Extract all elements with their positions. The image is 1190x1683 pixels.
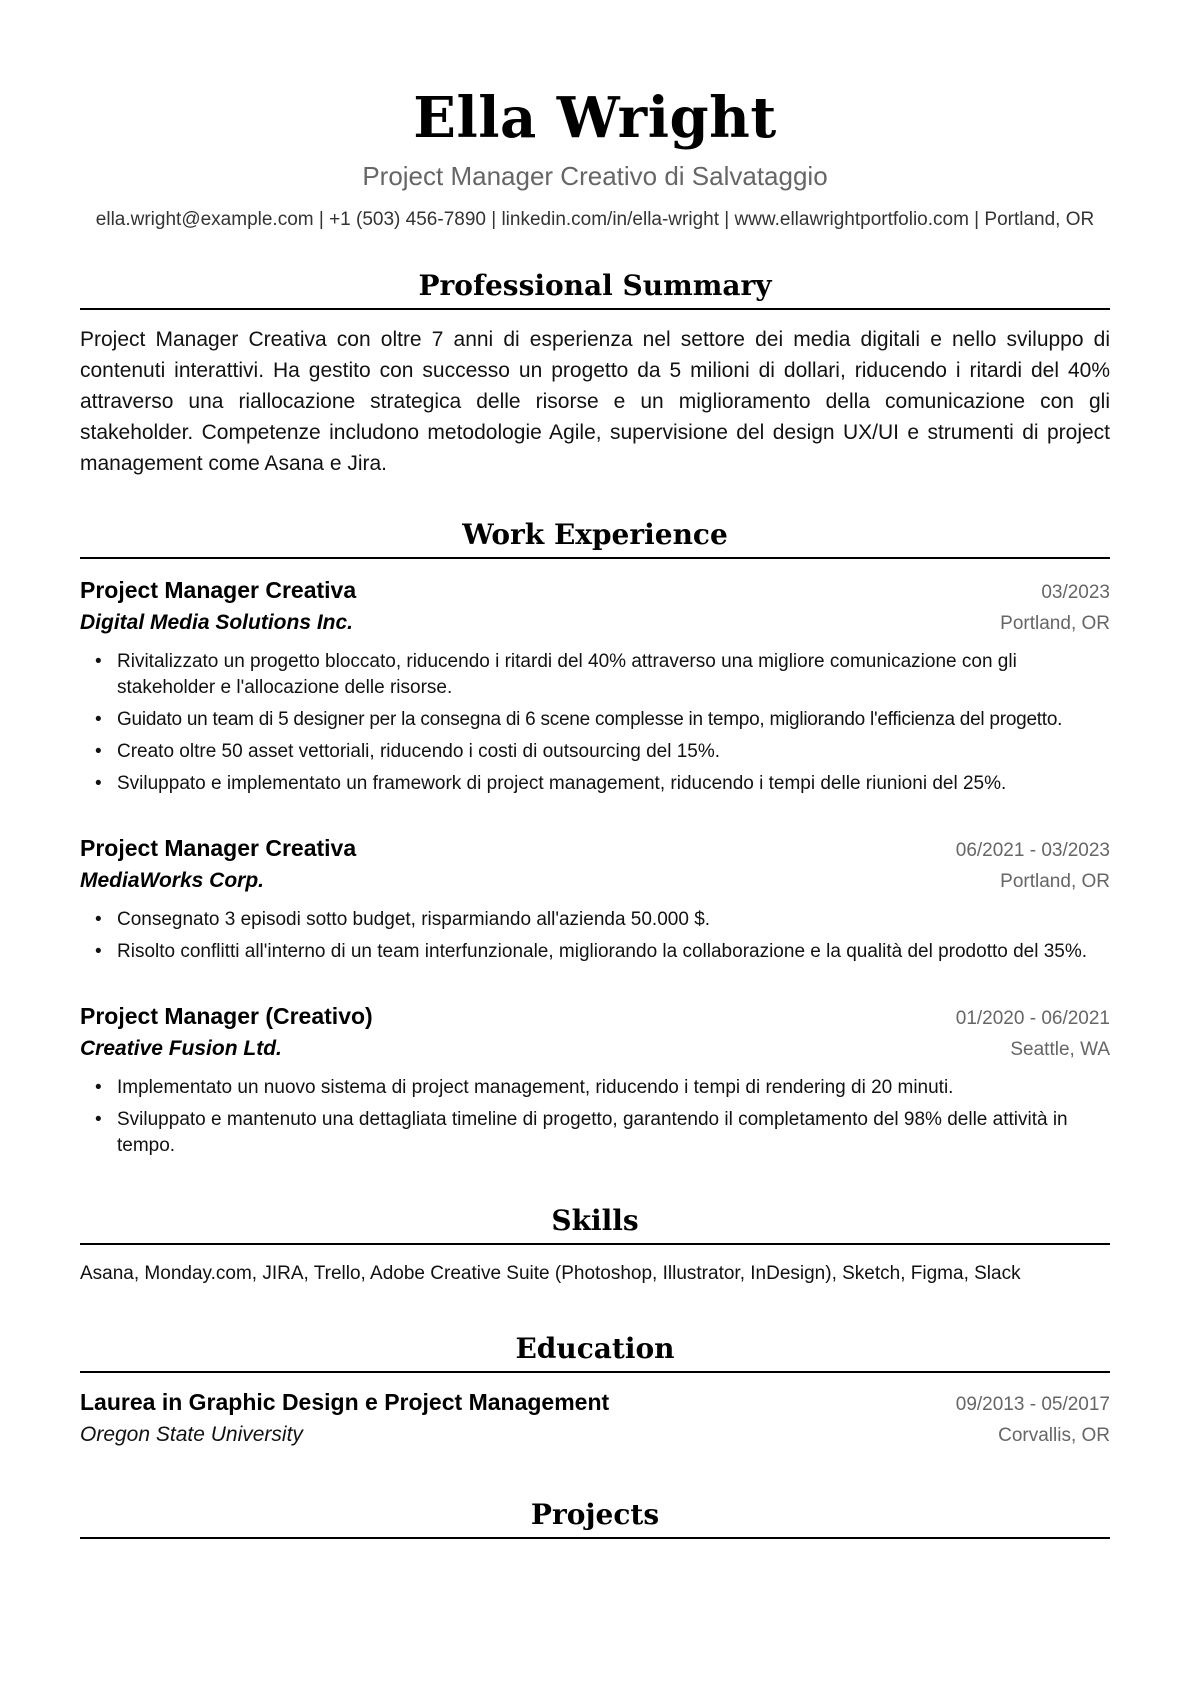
education-school: Oregon State University bbox=[80, 1423, 303, 1446]
job-title-row bbox=[80, 833, 1110, 866]
job-title-row bbox=[80, 575, 1110, 608]
job-title: Project Manager Creativa bbox=[80, 835, 357, 861]
job-bullet: • Creato oltre 50 asset vettoriali, riducendo i costi di outsourcing del 15%. bbox=[80, 739, 1110, 765]
education-section bbox=[80, 1331, 1110, 1451]
education-location: Corvallis, OR bbox=[998, 1425, 1110, 1446]
job-entry bbox=[80, 833, 1110, 965]
skills-section bbox=[80, 1203, 1110, 1287]
job-bullets bbox=[80, 649, 1110, 797]
job-company: Creative Fusion Ltd. bbox=[80, 1037, 282, 1060]
education-date: 09/2013 - 05/2017 bbox=[955, 1394, 1110, 1415]
experience-section bbox=[80, 517, 1110, 1159]
job-company-row bbox=[80, 866, 1110, 897]
summary-heading: Professional Summary bbox=[80, 268, 1110, 310]
job-location: Seattle, WA bbox=[1010, 1039, 1110, 1060]
candidate-name: Ella Wright bbox=[413, 85, 777, 151]
job-bullet: • Sviluppato e implementato un framework di project management, riducendo i tempi delle riunioni del 25%. bbox=[80, 771, 1110, 797]
education-degree-row bbox=[80, 1387, 1110, 1420]
summary-text: Project Manager Creativa con oltre 7 anni di esperienza nel settore dei media digitali e nello sviluppo di contenuti interattivi. Ha gestito con successo un progetto da 5 milioni di dollari, riducendo i ritardi del 40% attraverso una riallocazione strategica delle risorse e un miglioramento della comunicazione con gli stakeholder. Competenze includono metodologie Agile, supervisione del design UX/UI e strumenti di project management come Asana e Jira. bbox=[80, 328, 1110, 475]
job-bullets bbox=[80, 907, 1110, 965]
job-title-row bbox=[80, 1001, 1110, 1034]
projects-section bbox=[80, 1497, 1110, 1539]
experience-heading: Work Experience bbox=[80, 517, 1110, 559]
summary-section bbox=[80, 268, 1110, 479]
projects-heading: Projects bbox=[80, 1497, 1110, 1539]
job-bullet: • Guidato un team di 5 designer per la consegna di 6 scene complesse in tempo, migliorando l'efficienza del progetto. bbox=[80, 707, 1110, 733]
resume-header bbox=[80, 0, 1110, 231]
contact-line: ella.wright@example.com | +1 (503) 456-7890 | linkedin.com/in/ella-wright | www.ellawrightportfolio.com | Portland, OR bbox=[95, 209, 1095, 230]
job-company: Digital Media Solutions Inc. bbox=[80, 611, 354, 634]
job-bullet: • Rivitalizzato un progetto bloccato, riducendo i ritardi del 40% attraverso una migliore comunicazione con gli stakeholder e l'allocazione delle risorse. bbox=[80, 649, 1110, 701]
skills-heading: Skills bbox=[80, 1203, 1110, 1245]
job-entry bbox=[80, 1001, 1110, 1159]
job-bullet: • Risolto conflitti all'interno di un team interfunzionale, migliorando la collaborazione e la qualità del prodotto del 35%. bbox=[80, 939, 1110, 965]
job-date: 06/2021 - 03/2023 bbox=[955, 840, 1110, 861]
job-date: 01/2020 - 06/2021 bbox=[955, 1008, 1110, 1029]
job-bullet: • Sviluppato e mantenuto una dettagliata timeline di progetto, garantendo il completamento del 98% delle attività in tempo. bbox=[80, 1107, 1110, 1159]
job-location: Portland, OR bbox=[1000, 871, 1110, 892]
education-school-row bbox=[80, 1420, 1110, 1451]
education-entry bbox=[80, 1387, 1110, 1451]
job-location: Portland, OR bbox=[1000, 613, 1110, 634]
job-date: 03/2023 bbox=[1041, 582, 1110, 603]
job-company-row bbox=[80, 608, 1110, 639]
job-bullets bbox=[80, 1075, 1110, 1159]
skills-text: Asana, Monday.com, JIRA, Trello, Adobe Creative Suite (Photoshop, Illustrator, InDesign), Sketch, Figma, Slack bbox=[80, 1263, 1021, 1284]
education-heading: Education bbox=[80, 1331, 1110, 1373]
job-bullet: • Implementato un nuovo sistema di project management, riducendo i tempi di rendering di 20 minuti. bbox=[80, 1075, 1110, 1101]
education-degree: Laurea in Graphic Design e Project Management bbox=[80, 1389, 610, 1415]
job-title: Project Manager Creativa bbox=[80, 577, 357, 603]
job-company-row bbox=[80, 1034, 1110, 1065]
job-bullet: • Consegnato 3 episodi sotto budget, risparmiando all'azienda 50.000 $. bbox=[80, 907, 1110, 933]
candidate-title: Project Manager Creativo di Salvataggio bbox=[362, 161, 828, 191]
job-title: Project Manager (Creativo) bbox=[80, 1003, 373, 1029]
job-company: MediaWorks Corp. bbox=[80, 869, 264, 892]
job-entry bbox=[80, 575, 1110, 797]
